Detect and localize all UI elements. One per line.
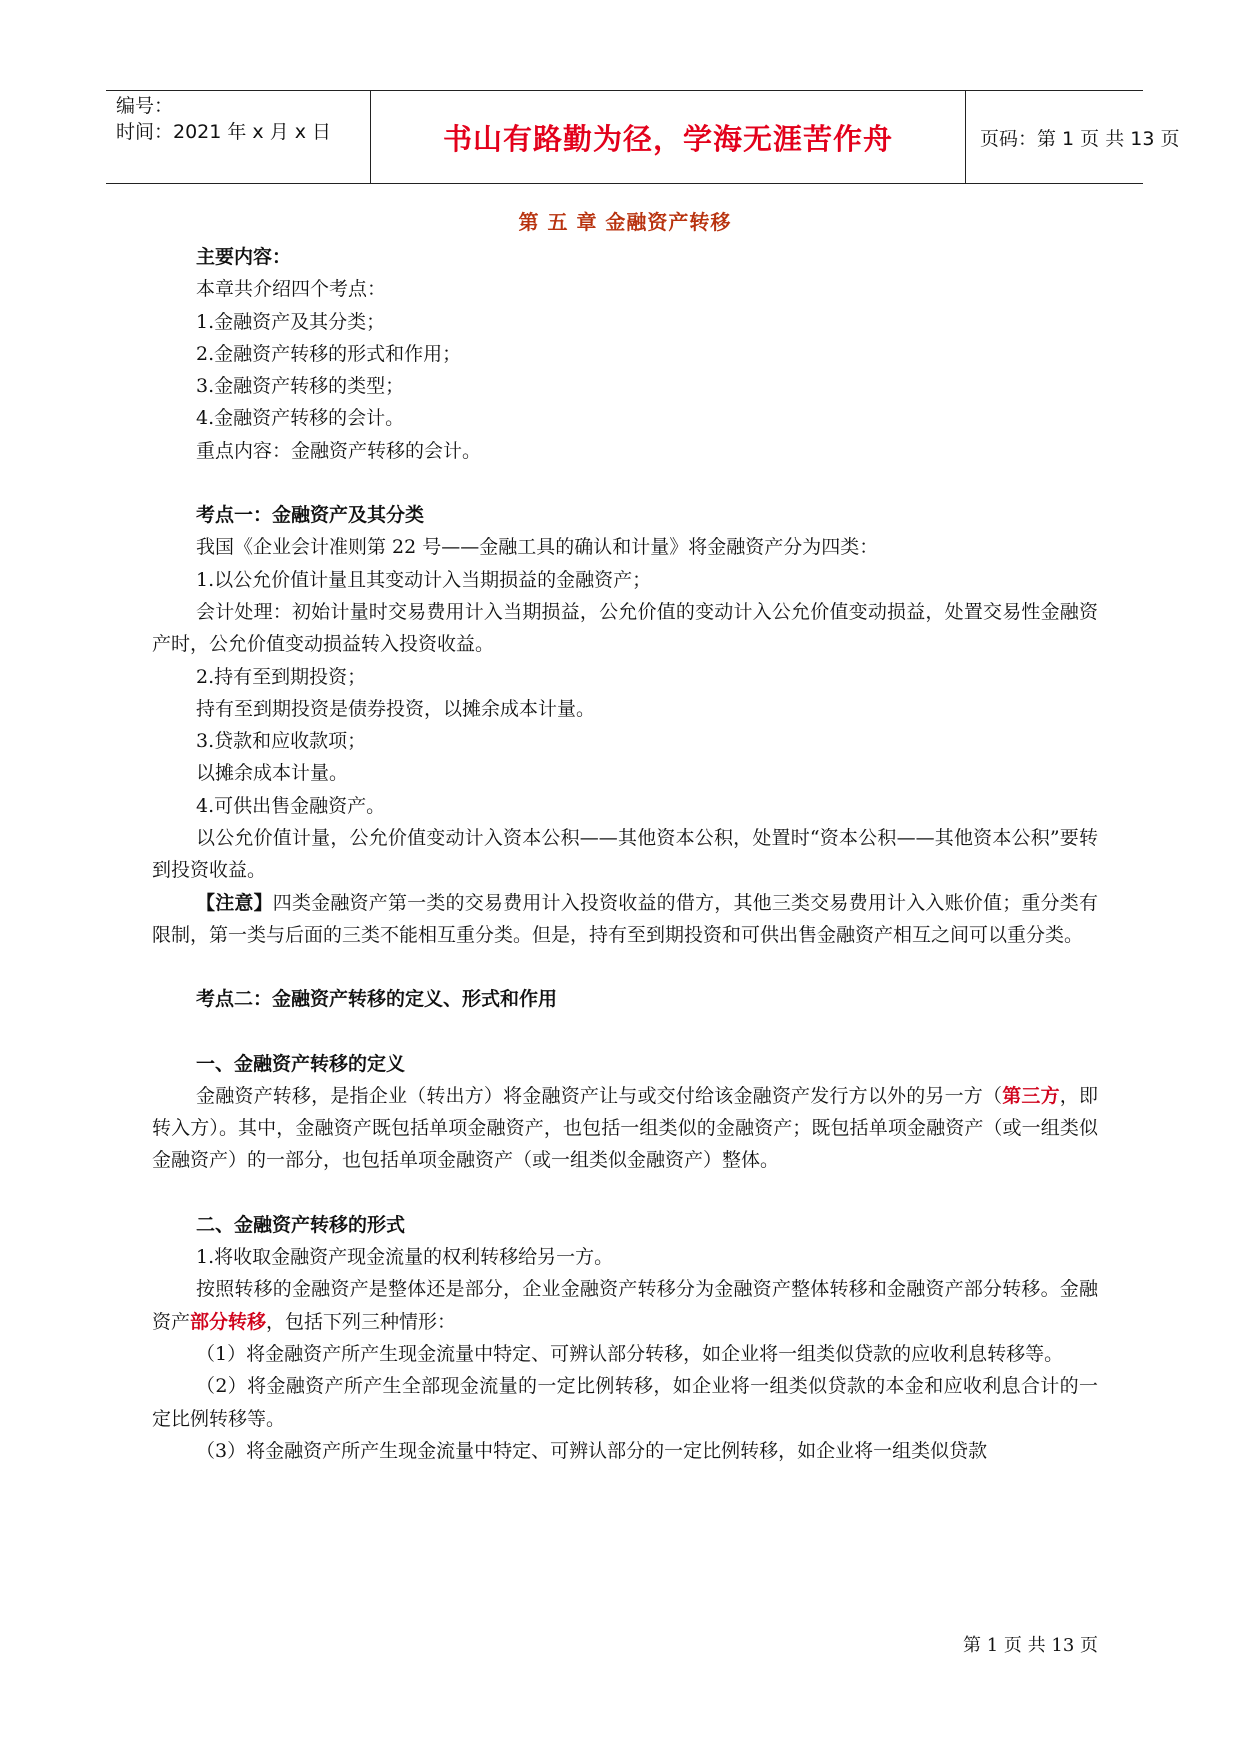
spacer xyxy=(152,1177,1098,1209)
content-line: 3.金融资产转移的类型； xyxy=(196,375,405,398)
document-body xyxy=(152,203,1098,1467)
paragraph: 会计处理：初始计量时交易费用计入当期损益，公允价值的变动计入公允价值变动损益，处置交易性金融资产时，公允价值变动损益转入投资收益。 xyxy=(152,600,1098,656)
paragraph: 3.贷款和应收款项； xyxy=(196,730,367,753)
chapter-title: 第 五 章 金融资产转移 xyxy=(518,210,732,234)
subsection-definition-heading: 一、金融资产转移的定义 xyxy=(196,1052,406,1075)
section-2-heading: 考点二：金融资产转移的定义、形式和作用 xyxy=(196,988,558,1011)
form-paragraph xyxy=(152,1273,1098,1338)
paragraph: 持有至到期投资是债券投资，以摊余成本计量。 xyxy=(196,697,596,720)
note-label: 【注意】 xyxy=(196,891,273,914)
header-number-label: 编号： xyxy=(116,95,174,117)
header-motto-cell xyxy=(370,91,966,183)
case-paragraph: （2）将金融资产所产生全部现金流量的一定比例转移，如企业将一组类似贷款的本金和应收利息合计的一定比例转移等。 xyxy=(152,1375,1098,1430)
content-line: 重点内容：金融资产转移的会计。 xyxy=(196,439,482,462)
header-time-label: 时间：2021 年 x 月 x 日 xyxy=(116,121,332,143)
section-1-heading: 考点一：金融资产及其分类 xyxy=(196,504,425,527)
content-line: 2.金融资产转移的形式和作用； xyxy=(196,342,462,365)
header-motto: 书山有路勤为径，学海无涯苦作舟 xyxy=(442,121,893,156)
paragraph: 我国《企业会计准则第 22 号——金融工具的确认和计量》将金融资产分为四类： xyxy=(196,536,879,559)
content-line: 1.金融资产及其分类； xyxy=(196,310,386,333)
definition-text: 金融资产转移，是指企业（转出方）将金融资产让与或交付给该金融资产发行方以外的另一方（ xyxy=(196,1084,1003,1107)
paragraph: 4.可供出售金融资产。 xyxy=(196,794,386,817)
definition-text: ，即转入方）。其中，金融资产既包括单项金融资产，也包括一组类似的金融资产；既包括单项金融资产（或一组类似金融资产）的一部分，也包括单项金融资产（或一组类似金融资产）整体。 xyxy=(152,1084,1098,1172)
page-footer: 第 1 页 共 13 页 xyxy=(963,1635,1098,1656)
content-line: 4.金融资产转移的会计。 xyxy=(196,407,405,430)
note-text: 四类金融资产第一类的交易费用计入投资收益的借方，其他三类交易费用计入入账价值；重分类有限制，第一类与后面的三类不能相互重分类。但是，持有至到期投资和可供出售金融资产相互之间可以重分类。 xyxy=(152,891,1098,946)
form-text: 按照转移的金融资产是整体还是部分，企业金融资产转移分为金融资产整体转移和金融资产部分转移。金融资产 xyxy=(152,1278,1098,1333)
spacer xyxy=(152,951,1098,983)
case-paragraph: （3）将金融资产所产生现金流量中特定、可辨认部分的一定比例转移，如企业将一组类似贷款 xyxy=(196,1439,988,1462)
main-content-heading: 主要内容： xyxy=(196,246,292,268)
highlight-partial-transfer: 部分转移 xyxy=(190,1310,267,1333)
note-paragraph xyxy=(152,887,1098,952)
definition-paragraph xyxy=(152,1080,1098,1177)
paragraph: 1.以公允价值计量且其变动计入当期损益的金融资产； xyxy=(196,568,652,591)
form-text: ，包括下列三种情形： xyxy=(266,1310,457,1333)
paragraph: 以摊余成本计量。 xyxy=(196,762,349,785)
paragraph: 以公允价值计量，公允价值变动计入资本公积——其他资本公积，处置时“资本公积——其他资本公积”要转到投资收益。 xyxy=(152,827,1098,882)
highlight-third-party: 第三方 xyxy=(1002,1084,1060,1107)
content-line: 本章共介绍四个考点： xyxy=(196,278,387,301)
paragraph: 1.将收取金融资产现金流量的权利转移给另一方。 xyxy=(196,1246,614,1269)
header-meta xyxy=(116,91,366,185)
spacer xyxy=(152,1016,1098,1048)
paragraph: 2.持有至到期投资； xyxy=(196,665,367,688)
page-header xyxy=(106,90,1180,184)
case-paragraph: （1）将金融资产所产生现金流量中特定、可辨认部分转移，如企业将一组类似贷款的应收利息转移等。 xyxy=(196,1342,1064,1365)
subsection-form-heading: 二、金融资产转移的形式 xyxy=(196,1213,406,1236)
header-page-info: 页码：第 1 页 共 13 页 xyxy=(980,127,1180,150)
spacer xyxy=(152,467,1098,499)
